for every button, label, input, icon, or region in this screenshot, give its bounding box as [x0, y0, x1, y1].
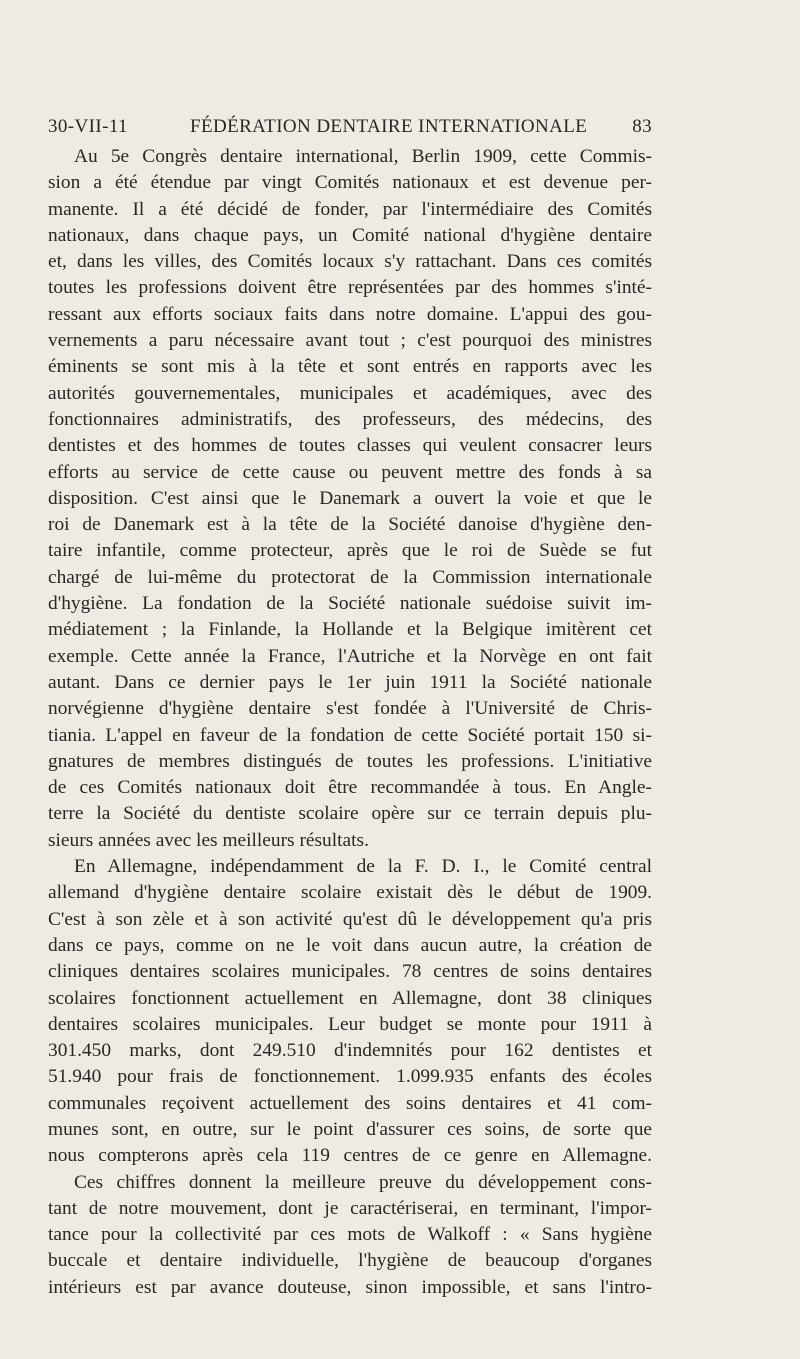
- running-head: [48, 114, 652, 140]
- page-number: 83: [632, 116, 652, 137]
- text-line: 51.940 pour frais de fonctionnement. 1.099.935 enfants des écoles: [48, 1066, 652, 1088]
- text-line: disposition. C'est ainsi que le Danemark a ouvert la voie et que le: [48, 487, 652, 509]
- text-line: roi de Danemark est à la tête de la Société danoise d'hygiène den-: [48, 514, 652, 536]
- text-line: tant de notre mouvement, dont je caractériserai, en terminant, l'impor-: [48, 1197, 652, 1219]
- body-text: [48, 144, 652, 1301]
- text-line: En Allemagne, indépendamment de la F. D. I., le Comité central: [74, 856, 652, 878]
- text-line: vernements a paru nécessaire avant tout ; c'est pourquoi des ministres: [48, 330, 652, 352]
- text-line: éminents se sont mis à la tête et sont entrés en rapports avec les: [48, 356, 652, 378]
- text-line: Au 5e Congrès dentaire international, Berlin 1909, cette Commis-: [74, 146, 652, 167]
- text-line: terre la Société du dentiste scolaire opère sur ce terrain depuis plu-: [48, 803, 652, 825]
- text-line: norvégienne d'hygiène dentaire s'est fondée à l'Université de Chris-: [48, 698, 652, 720]
- text-line: C'est à son zèle et à son activité qu'est dû le développement qu'a pris: [48, 908, 652, 930]
- text-line: tance pour la collectivité par ces mots de Walkoff : « Sans hygiène: [48, 1224, 652, 1246]
- text-line: intérieurs est par avance douteuse, sinon impossible, et sans l'intro-: [48, 1276, 652, 1298]
- text-line: nationaux, dans chaque pays, un Comité national d'hygiène dentaire: [48, 224, 652, 246]
- text-line: chargé de lui-même du protectorat de la Commission internationale: [48, 566, 652, 588]
- header-title: FÉDÉRATION DENTAIRE INTERNATIONALE: [190, 116, 588, 137]
- text-line: toutes les professions doivent être représentées par des hommes s'inté-: [48, 277, 652, 299]
- text-line: tiania. L'appel en faveur de la fondation de cette Société portait 150 si-: [48, 724, 652, 746]
- text-line: d'hygiène. La fondation de la Société nationale suédoise suivit im-: [48, 593, 652, 615]
- text-line: autorités gouvernementales, municipales et académiques, avec des: [48, 382, 652, 404]
- text-line: fonctionnaires administratifs, des professeurs, des médecins, des: [48, 408, 652, 430]
- text-line: Ces chiffres donnent la meilleure preuve du développement cons-: [74, 1171, 652, 1193]
- text-line: dentistes et des hommes de toutes classes qui veulent consacrer leurs: [48, 435, 652, 457]
- text-line: ressant aux efforts sociaux faits dans notre domaine. L'appui des gou-: [48, 303, 652, 325]
- text-line: 301.450 marks, dont 249.510 d'indemnités pour 162 dentistes et: [48, 1040, 652, 1062]
- text-line: buccale et dentaire individuelle, l'hygiène de beaucoup d'organes: [48, 1250, 652, 1272]
- text-line: autant. Dans ce dernier pays le 1er juin 1911 la Société nationale: [48, 671, 652, 693]
- text-line: sion a été étendue par vingt Comités nationaux et est devenue per-: [48, 172, 652, 194]
- text-line: cliniques dentaires scolaires municipales. 78 centres de soins dentaires: [48, 961, 652, 983]
- text-line: sieurs années avec les meilleurs résultats.: [48, 829, 369, 851]
- text-line: efforts au service de cette cause ou peuvent mettre des fonds à sa: [48, 461, 652, 483]
- text-line: et, dans les villes, des Comités locaux s'y rattachant. Dans ces comités: [48, 251, 652, 273]
- text-line: allemand d'hygiène dentaire scolaire existait dès le début de 1909.: [48, 882, 652, 904]
- text-line: dentaires scolaires municipales. Leur budget se monte pour 1911 à: [48, 1013, 652, 1035]
- text-line: exemple. Cette année la France, l'Autriche et la Norvège en ont fait: [48, 645, 652, 667]
- text-line: de ces Comités nationaux doit être recommandée à tous. En Angle-: [48, 777, 652, 799]
- text-line: manente. Il a été décidé de fonder, par l'intermédiaire des Comités: [48, 198, 652, 220]
- text-line: munes sont, en outre, sur le point d'assurer ces soins, de sorte que: [48, 1118, 652, 1140]
- text-line: dans ce pays, comme on ne le voit dans aucun autre, la création de: [48, 934, 652, 956]
- text-line: nous compterons après cela 119 centres de ce genre en Allemagne.: [48, 1145, 652, 1167]
- text-line: communales reçoivent actuellement des soins dentaires et 41 com-: [48, 1092, 652, 1114]
- text-line: taire infantile, comme protecteur, après que le roi de Suède se fut: [48, 540, 652, 562]
- text-line: scolaires fonctionnent actuellement en Allemagne, dont 38 cliniques: [48, 987, 652, 1009]
- text-line: gnatures de membres distingués de toutes les professions. L'initiative: [48, 750, 652, 772]
- header-date: 30-VII-11: [48, 116, 128, 137]
- text-line: médiatement ; la Finlande, la Hollande et la Belgique imitèrent cet: [48, 619, 652, 641]
